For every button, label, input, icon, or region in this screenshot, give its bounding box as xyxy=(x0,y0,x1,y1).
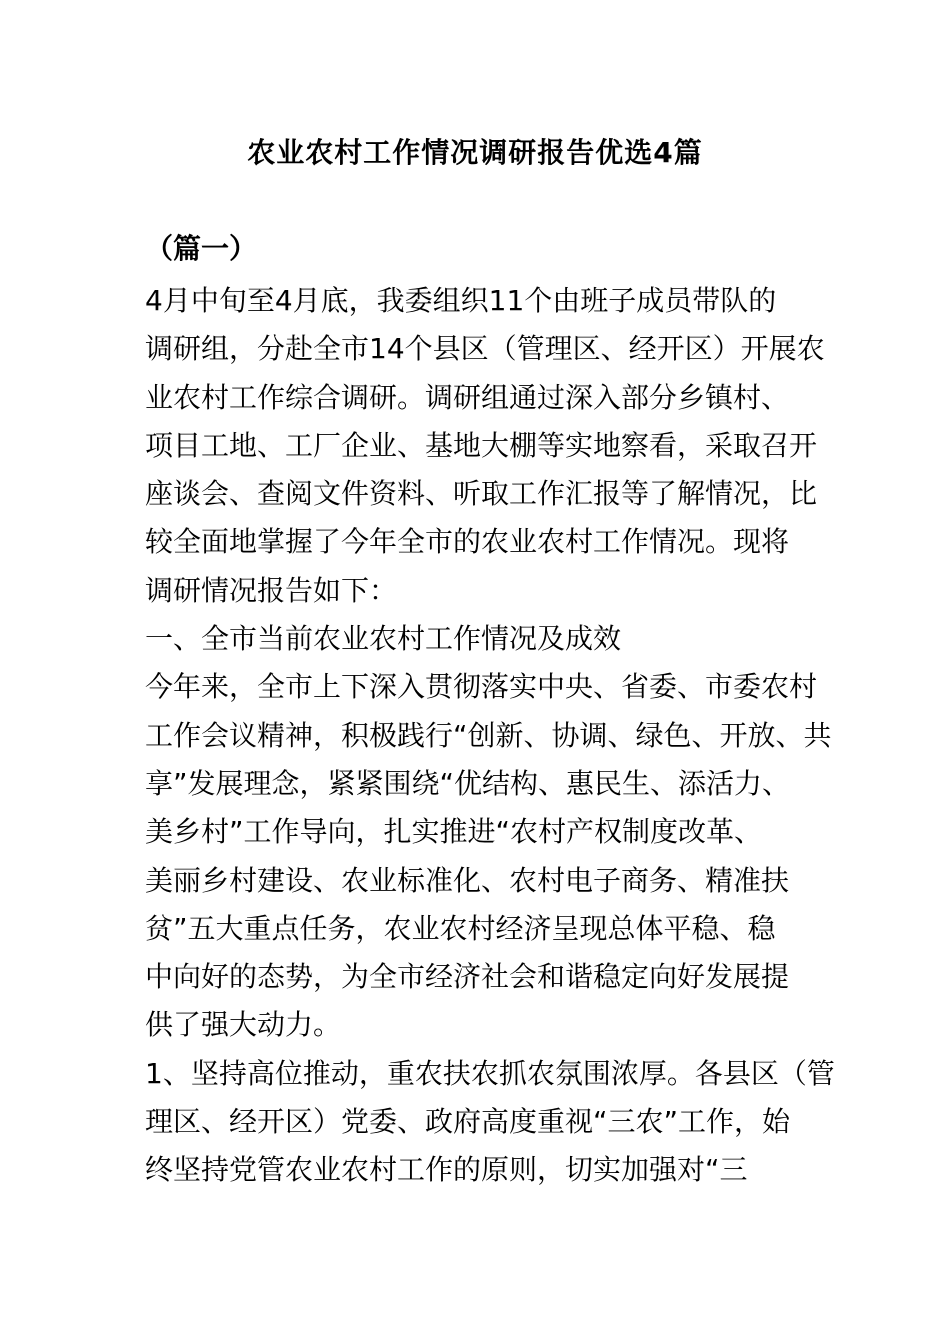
text-line: 工作会议精神，积极践行“创新、协调、绿色、开放、共 xyxy=(145,718,832,752)
text-line: 座谈会、查阅文件资料、听取工作汇报等了解情况，比 xyxy=(145,477,818,511)
text-line: 美乡村”工作导向，扎实推进“农村产权制度改革、 xyxy=(145,815,763,849)
section-heading: 一、全市当前农业农村工作情况及成效 xyxy=(145,622,622,656)
section-label: （篇一） xyxy=(145,232,258,265)
text-line: 项目工地、工厂企业、基地大棚等实地察看，采取召开 xyxy=(145,428,818,462)
text-line: 中向好的态势，为全市经济社会和谐稳定向好发展提 xyxy=(145,960,790,994)
text-line: 贫”五大重点任务，农业农村经济呈现总体平稳、稳 xyxy=(145,911,776,945)
text-line: 4月中旬至4月底，我委组织11个由班子成员带队的 xyxy=(145,284,777,317)
text-line: 较全面地掌握了今年全市的农业农村工作情况。现将 xyxy=(145,525,790,559)
text-line: 享”发展理念，紧紧围绕“优结构、惠民生、添活力、 xyxy=(145,766,791,800)
text-line: 供了强大动力。 xyxy=(145,1008,342,1042)
text-line: 1、坚持高位推动，重农扶农抓农氛围浓厚。各县区（管 xyxy=(145,1056,835,1090)
text-line: 调研情况报告如下： xyxy=(145,573,398,607)
text-line: 终坚持党管农业农村工作的原则，切实加强对“三 xyxy=(145,1153,748,1187)
text-line: 理区、经开区）党委、政府高度重视“三农”工作，始 xyxy=(145,1105,791,1139)
document-title: 农业农村工作情况调研报告优选4篇 xyxy=(247,136,703,169)
body-text xyxy=(145,277,835,1195)
text-line: 今年来，全市上下深入贯彻落实中央、省委、市委农村 xyxy=(145,670,818,704)
text-line: 美丽乡村建设、农业标准化、农村电子商务、精准扶 xyxy=(145,863,790,897)
text-line: 业农村工作综合调研。调研组通过深入部分乡镇村、 xyxy=(145,380,790,414)
text-line: 调研组，分赴全市14个县区（管理区、经开区）开展农 xyxy=(145,332,825,366)
